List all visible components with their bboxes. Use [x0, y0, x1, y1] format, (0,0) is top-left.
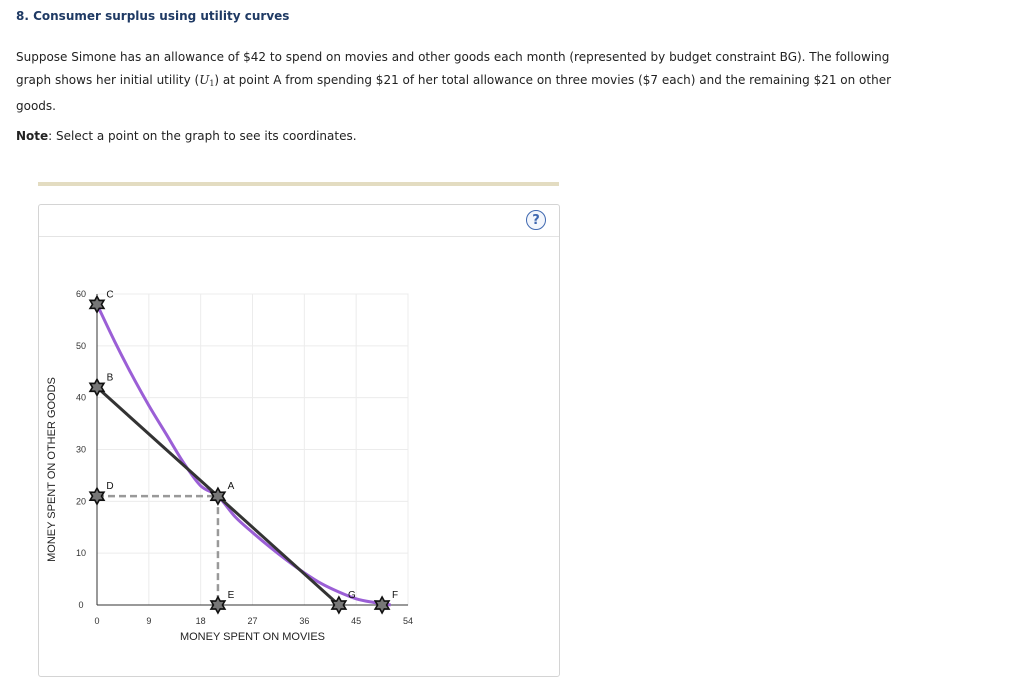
point-c[interactable] [90, 289, 114, 312]
utility-symbol [199, 73, 214, 87]
help-button[interactable]: ? [526, 210, 546, 230]
utility-letter: U [199, 73, 210, 87]
tick-labels [76, 289, 413, 626]
note [16, 129, 357, 143]
question-title: 8. Consumer surplus using utility curves [16, 9, 290, 23]
y-tick-label: 0 [78, 600, 84, 610]
point-d-label: D [106, 481, 114, 493]
x-tick-label: 18 [195, 616, 206, 626]
point-g-label: G [347, 590, 356, 601]
point-c-marker [90, 296, 104, 312]
x-tick-label: 36 [299, 616, 310, 626]
point-f-marker [375, 597, 389, 613]
point-b[interactable] [90, 372, 114, 395]
x-tick-label: 0 [94, 616, 100, 626]
dashed-guides [97, 496, 218, 605]
point-f-label: F [392, 590, 399, 601]
point-e[interactable] [211, 590, 235, 613]
point-b-label: B [106, 372, 114, 384]
indifference-curve-u1 [97, 304, 391, 605]
point-e-label: E [227, 590, 235, 601]
graph-panel [38, 204, 560, 677]
y-tick-label: 60 [75, 289, 87, 299]
utility-subscript: 1 [209, 79, 215, 88]
y-tick-label: 10 [75, 548, 87, 559]
utility-chart [39, 205, 559, 676]
point-d[interactable] [90, 481, 114, 504]
y-tick-label: 50 [75, 340, 87, 351]
question-text-part-2: ) at point A from spending $21 of her total allowance on three movies ($7 each) and the remaining $21 on other goods. [16, 73, 892, 113]
point-a-label: A [227, 481, 235, 493]
note-text: : Select a point on the graph to see its coordinates. [48, 129, 357, 143]
x-axis-label: MONEY SPENT ON MOVIES [179, 631, 326, 643]
question-text [16, 46, 896, 118]
x-tick-label: 54 [402, 616, 414, 626]
question-text-part-1: Suppose Simone has an allowance of $42 to spend on movies and other goods each month (represented by budget constraint BG). The following graph shows her initial utility ( [16, 50, 890, 87]
y-tick-label: 30 [75, 444, 87, 455]
y-tick-label: 40 [75, 392, 87, 403]
point-e-marker [211, 597, 225, 613]
x-tick-label: 9 [146, 616, 152, 626]
series [97, 304, 391, 605]
grid [97, 294, 408, 605]
x-tick-label: 45 [351, 616, 362, 626]
point-c-label: C [106, 289, 114, 301]
point-f[interactable] [375, 590, 398, 613]
note-label: Note [16, 129, 49, 143]
section-divider [38, 182, 559, 186]
points[interactable] [90, 289, 398, 613]
point-a[interactable] [211, 481, 235, 504]
y-axis-label: MONEY SPENT ON OTHER GOODS [46, 377, 58, 562]
x-tick-label: 27 [247, 616, 258, 626]
y-tick-label: 20 [75, 496, 87, 507]
